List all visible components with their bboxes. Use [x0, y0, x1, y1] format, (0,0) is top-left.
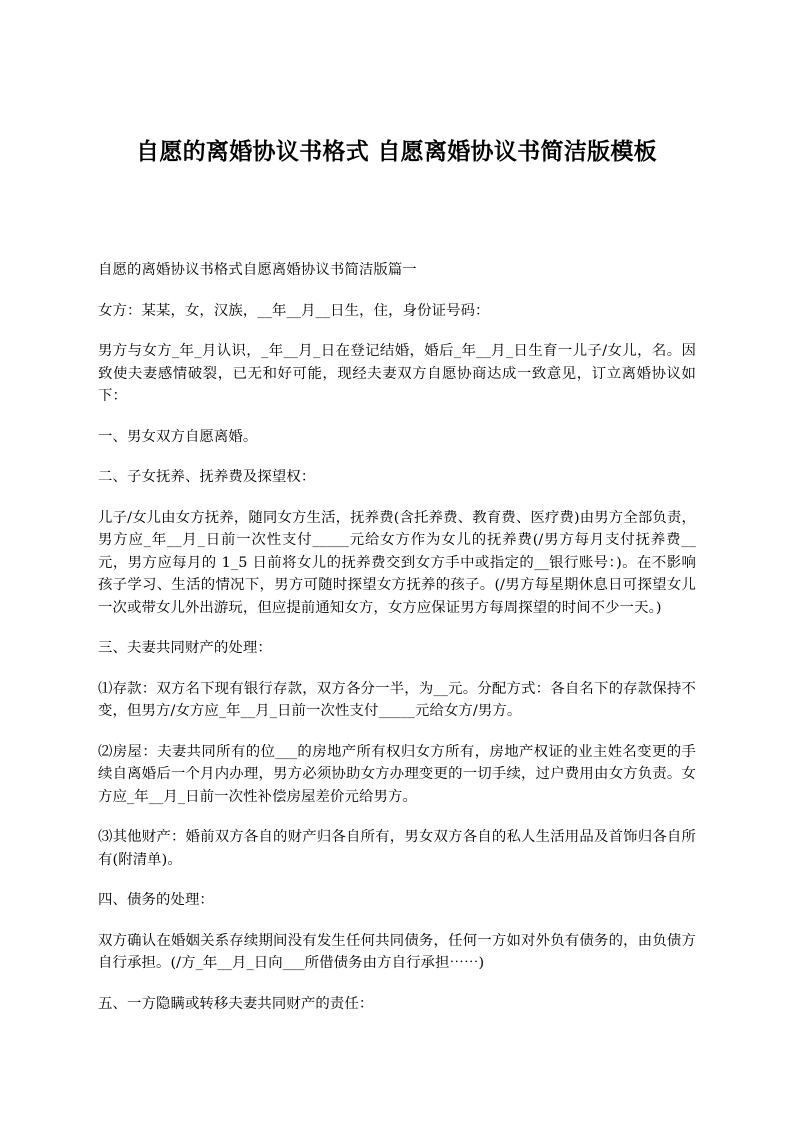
party-info-paragraph: 女方：某某，女，汉族，__年__月__日生，住，身份证号码： [98, 302, 490, 319]
property-paragraph: ⑵房屋：夫妻共同所有的位___的房地产所有权归女方所有，房地产权证的业主姓名变更的手续自离婚后一个月内办理，男方必须协助女方办理变更的一切手续，过户费用由女方负责。女方应_年__月_日前一次性补偿房屋差价元给男方。 [98, 743, 696, 805]
clause-five-heading: 五、一方隐瞒或转移夫妻共同财产的责任： [98, 995, 374, 1012]
clause-four-heading: 四、债务的处理： [98, 892, 214, 908]
clause-three-heading: 三、夫妻共同财产的处理： [98, 640, 272, 656]
clause-two-heading: 二、子女抚养、抚养费及探望权： [98, 469, 316, 485]
document-title: 自愿的离婚协议书格式 自愿离婚协议书简洁版模板 [136, 139, 657, 165]
savings-paragraph: ⑴存款：双方名下现有银行存款，双方各分一半，为__元。分配方式：各自名下的存款保持不变，但男方/女方应_年__月_日前一次性支付_____元给女方/男方。 [98, 680, 696, 719]
custody-paragraph: 儿子/女儿由女方抚养，随同女方生活，抚养费(含托养费、教育费、医疗费)由男方全部负责，男方应_年__月_日前一次性支付_____元给女方作为女儿的抚养费(/男方每月支付抚养费__元，男方应每月的 1_5 日前将女儿的抚养费交到女方手中或指定的__银行账号：)。在不影响孩子学习、生活的情况下，男方可随时探望女方抚养的孩子。(/男方每星期休息日可探望女儿一次或带女儿外出游玩，但应提前通知女方，女方应保证男方每周探望的时间不少一天。) [98, 509, 696, 616]
debt-paragraph: 双方确认在婚姻关系存续期间没有发生任何共同债务，任何一方如对外负有债务的，由负债方自行承担。(/方_年__月_日向___所借债务由方自行承担⋯⋯) [98, 932, 696, 971]
clause-one-heading: 一、男女双方自愿离婚。 [98, 428, 258, 445]
document-body [98, 259, 696, 1033]
background-paragraph: 男方与女方_年_月认识，_年__月_日在登记结婚，婚后_年__月_日生育一儿子/女儿，名。因致使夫妻感情破裂，已无和好可能，现经夫妻双方自愿协商达成一致意见，订立离婚协议如下： [98, 343, 696, 404]
section-heading: 自愿的离婚协议书格式自愿离婚协议书简洁版篇一 [98, 262, 417, 278]
other-assets-paragraph: ⑶其他财产：婚前双方各自的财产归各自所有，男女双方各自的私人生活用品及首饰归各自所有(附清单)。 [98, 829, 696, 868]
